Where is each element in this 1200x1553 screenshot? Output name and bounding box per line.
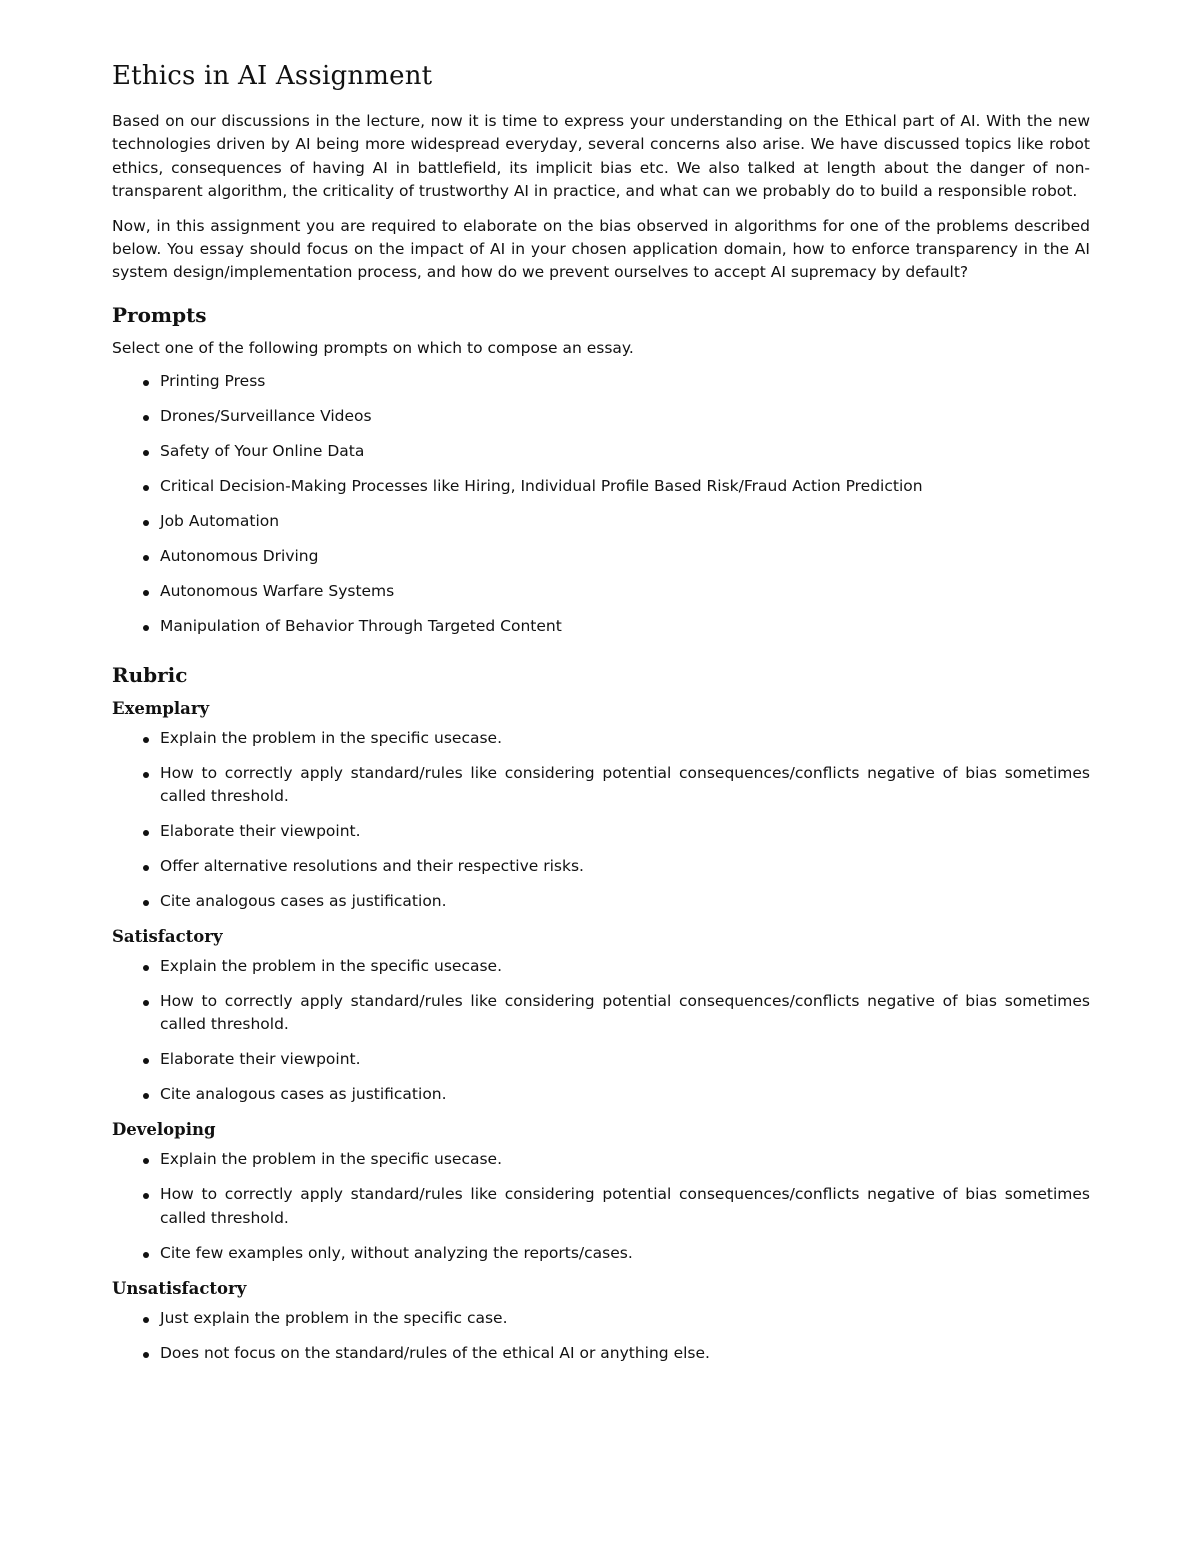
list-item: Elaborate their viewpoint. bbox=[160, 1048, 1090, 1071]
list-item: Printing Press bbox=[160, 370, 1090, 393]
rubric-developing-heading: Developing bbox=[112, 1120, 216, 1140]
list-item: Explain the problem in the specific usecase. bbox=[160, 727, 1090, 750]
bullet-icon bbox=[143, 415, 149, 421]
list-item: Does not focus on the standard/rules of the ethical AI or anything else. bbox=[160, 1342, 1090, 1365]
document-page bbox=[112, 58, 1090, 1377]
list-item: Just explain the problem in the specific case. bbox=[160, 1307, 1090, 1330]
bullet-icon bbox=[143, 1000, 149, 1006]
bullet-icon bbox=[143, 590, 149, 596]
rubric-exemplary-heading: Exemplary bbox=[112, 698, 210, 718]
rubric-heading: Rubric bbox=[112, 662, 188, 687]
list-item: How to correctly apply standard/rules like considering potential consequences/conflicts negative of bias sometimes called threshold. bbox=[160, 762, 1090, 809]
list-item: Explain the problem in the specific usecase. bbox=[160, 1148, 1090, 1171]
bullet-icon bbox=[143, 1252, 149, 1258]
list-item: Cite few examples only, without analyzing the reports/cases. bbox=[160, 1242, 1090, 1265]
bullet-icon bbox=[143, 1193, 149, 1199]
bullet-icon bbox=[143, 737, 149, 743]
list-item: Elaborate their viewpoint. bbox=[160, 820, 1090, 843]
rubric-satisfactory-heading: Satisfactory bbox=[112, 927, 223, 947]
prompts-heading: Prompts bbox=[112, 302, 207, 327]
rubric-developing-list bbox=[112, 1148, 1090, 1265]
list-item: Manipulation of Behavior Through Targeted Content bbox=[160, 615, 1090, 638]
rubric-unsatisfactory-heading: Unsatisfactory bbox=[112, 1278, 247, 1298]
rubric-exemplary-list bbox=[112, 727, 1090, 914]
prompts-instruction: Select one of the following prompts on which to compose an essay. bbox=[112, 338, 634, 357]
bullet-icon bbox=[143, 1093, 149, 1099]
list-item: How to correctly apply standard/rules like considering potential consequences/conflicts negative of bias sometimes called threshold. bbox=[160, 1183, 1090, 1230]
list-item: How to correctly apply standard/rules like considering potential consequences/conflicts negative of bias sometimes called threshold. bbox=[160, 990, 1090, 1037]
bullet-icon bbox=[143, 1058, 149, 1064]
rubric-satisfactory-list bbox=[112, 955, 1090, 1107]
bullet-icon bbox=[143, 520, 149, 526]
bullet-icon bbox=[143, 555, 149, 561]
list-item: Cite analogous cases as justification. bbox=[160, 1083, 1090, 1106]
bullet-icon bbox=[143, 485, 149, 491]
bullet-icon bbox=[143, 965, 149, 971]
document-title: Ethics in AI Assignment bbox=[112, 61, 433, 91]
bullet-icon bbox=[143, 450, 149, 456]
bullet-icon bbox=[143, 1317, 149, 1323]
list-item: Explain the problem in the specific usecase. bbox=[160, 955, 1090, 978]
list-item: Offer alternative resolutions and their respective risks. bbox=[160, 855, 1090, 878]
list-item: Autonomous Warfare Systems bbox=[160, 580, 1090, 603]
bullet-icon bbox=[143, 865, 149, 871]
bullet-icon bbox=[143, 900, 149, 906]
bullet-icon bbox=[143, 1158, 149, 1164]
rubric-unsatisfactory-list bbox=[112, 1307, 1090, 1365]
prompts-list bbox=[112, 370, 1090, 638]
bullet-icon bbox=[143, 625, 149, 631]
list-item: Autonomous Driving bbox=[160, 545, 1090, 568]
list-item: Cite analogous cases as justification. bbox=[160, 890, 1090, 913]
bullet-icon bbox=[143, 1352, 149, 1358]
list-item: Safety of Your Online Data bbox=[160, 440, 1090, 463]
list-item: Drones/Surveillance Videos bbox=[160, 405, 1090, 428]
intro-paragraph-1: Based on our discussions in the lecture, now it is time to express your understanding on the Ethical part of AI. With the new technologies driven by AI being more widespread everyday, several concerns also arise. We have discussed topics like robot ethics, consequences of having AI in battlefield, its implicit bias etc. We also talked at length about the danger of non-transparent algorithm, the criticality of trustworthy AI in practice, and what can we probably do to build a responsible robot. bbox=[112, 112, 1090, 201]
list-item: Critical Decision-Making Processes like Hiring, Individual Profile Based Risk/Fraud Action Prediction bbox=[160, 475, 1090, 498]
intro-paragraph-2: Now, in this assignment you are required to elaborate on the bias observed in algorithms for one of the problems described below. You essay should focus on the impact of AI in your chosen application domain, how to enforce transparency in the AI system design/implementation process, and how do we prevent ourselves to accept AI supremacy by default? bbox=[112, 216, 1090, 282]
list-item: Job Automation bbox=[160, 510, 1090, 533]
bullet-icon bbox=[143, 772, 149, 778]
bullet-icon bbox=[143, 380, 149, 386]
bullet-icon bbox=[143, 830, 149, 836]
